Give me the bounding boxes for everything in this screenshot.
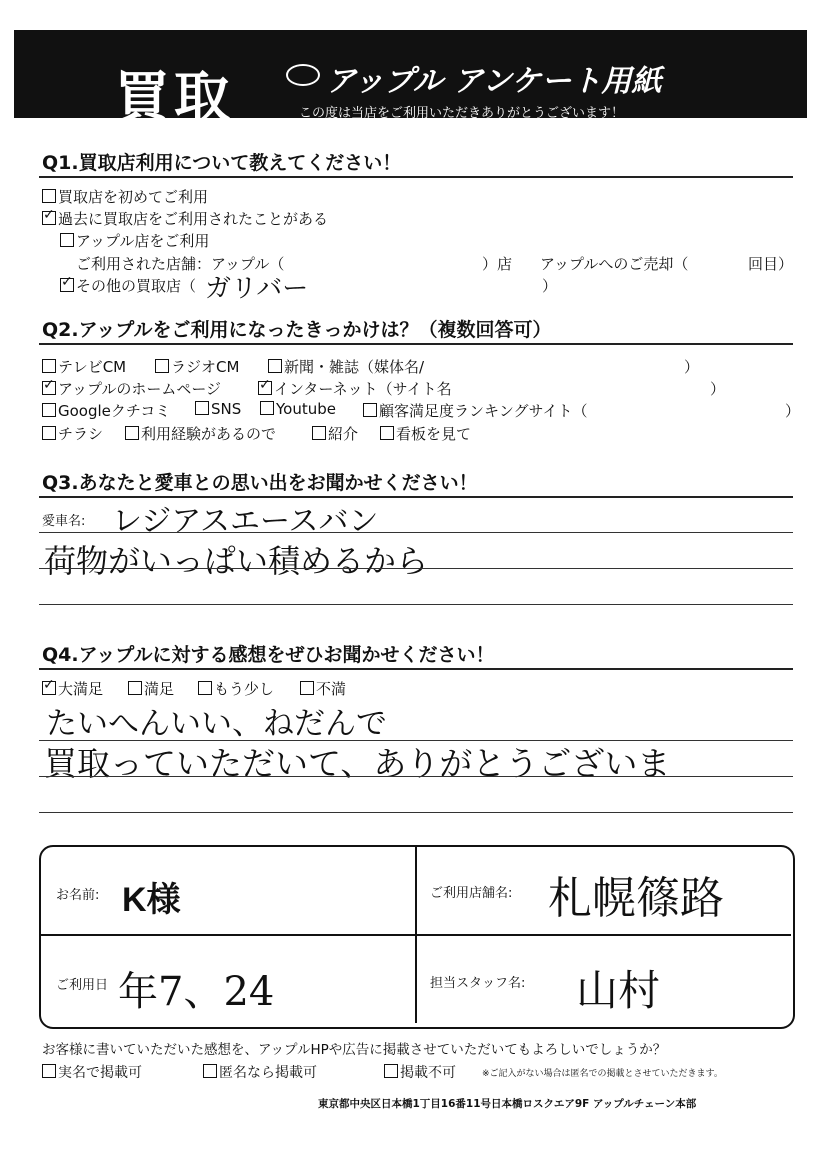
q1-store-suffix: ）店 [482,255,513,273]
q2-option-experience[interactable]: 利用経験があるので [125,423,276,444]
q4-option-very[interactable]: ✓大満足 [42,678,103,699]
q2-option-intro[interactable]: 紹介 [312,423,358,444]
q2-option-tv[interactable]: テレビCM [42,356,126,377]
consent-note: ※ご記入がない場合は匿名での掲載とさせていただきます。 [482,1069,723,1079]
q2-option-paper[interactable]: 新聞・雑誌（媒体名/ [268,356,424,377]
store-label: ご利用店舗名: [430,886,513,901]
q1-store-prefix: ご利用された店舗：アップル（ [76,255,285,273]
q1-rule [39,176,793,178]
date-label: ご利用日 [56,978,109,993]
q3-title: Q3.あなたと愛車との思い出をお聞かせください！ [42,472,478,494]
q2-title: Q2.アップルをご利用になったきっかけは？（複数回答可） [42,319,552,341]
header-content [14,30,807,131]
checkbox-icon[interactable] [125,426,139,440]
customer-name: K様 [122,881,181,919]
q1-sale-count-prefix: アップルへのご売却（ [540,255,689,273]
checkbox-icon[interactable] [380,426,394,440]
q2-option-radio[interactable]: ラジオCM [155,356,239,377]
q1-option-first[interactable]: 買取店を初めてご利用 [42,186,208,207]
checked-checkbox-icon[interactable] [258,381,272,395]
name-label: お名前: [56,888,100,903]
consent-question: お客様に書いていただいた感想を、アップルHPや広告に掲載させていただいてもよろしいでしょうか？ [42,1042,667,1058]
checkbox-icon[interactable] [312,426,326,440]
q1-title: Q1.買取店利用について教えてください！ [42,152,402,174]
q2-option-sign[interactable]: 看板を見て [380,423,471,444]
car-name-label: 愛車名: [42,514,86,529]
checked-checkbox-icon[interactable] [42,681,56,695]
checkbox-icon[interactable] [363,403,377,417]
brand-title: アップル アンケート用紙 [326,64,662,99]
info-box-divider-h [41,934,791,936]
memory-handwritten: 荷物がいっぱい積めるから [44,542,429,580]
q2-option-internet[interactable]: ✓ インターネット（サイト名 [258,378,452,399]
comment-handwritten-2: 買取っていただいて、ありがとうございま [44,744,671,783]
checked-checkbox-icon[interactable] [60,278,74,292]
q2-option-youtube[interactable]: Youtube [260,400,336,418]
q3-line-1 [39,532,793,533]
q2-option-sns[interactable]: SNS [195,400,241,418]
checked-checkbox-icon[interactable] [42,211,56,225]
q3-line-2 [39,568,793,569]
q3-line-3 [39,604,793,605]
greeting-text: この度は当店をご利用いただきありがとうございます！ [299,106,625,121]
checkbox-icon[interactable] [42,403,56,417]
checkbox-icon[interactable] [42,189,56,203]
q2-paper-close: ） [684,358,700,376]
q4-option-unsatisfied[interactable]: 不満 [300,678,346,699]
date-handwritten: 年7、24 [118,969,275,1015]
kaitori-title: 買取 [114,66,234,131]
checkbox-icon[interactable] [260,401,274,415]
checkbox-icon[interactable] [195,401,209,415]
staff-handwritten: 山村 [576,966,661,1015]
checkbox-icon[interactable] [155,359,169,373]
q1-other-close: ） [542,277,558,295]
checkbox-icon[interactable] [384,1064,398,1078]
q2-option-flyer[interactable]: チラシ [42,423,103,444]
checkbox-icon[interactable] [128,681,142,695]
q1-other-handwritten: ガリバー [205,274,309,304]
consent-no-publish[interactable]: 掲載不可 [384,1062,456,1082]
q4-option-satisfied[interactable]: 満足 [128,678,174,699]
footer-address: 東京都中央区日本橋1丁目16番11号日本橋ロスクエア9F アップルチェーン本部 [318,1098,697,1110]
q2-option-homepage[interactable]: ✓アップルのホームページ [42,378,221,399]
q2-rule [39,343,793,345]
q2-option-ranking[interactable]: 顧客満足度ランキングサイト（ [363,400,588,421]
checkbox-icon[interactable] [60,233,74,247]
comment-handwritten-1: たいへんいい、ねだんで [46,706,387,742]
checkbox-icon[interactable] [203,1064,217,1078]
q4-line-2 [39,776,793,777]
checkbox-icon[interactable] [268,359,282,373]
checkbox-icon[interactable] [42,1064,56,1078]
staff-label: 担当スタッフ名: [430,976,526,991]
checkbox-icon[interactable] [198,681,212,695]
q2-ranking-close: ） [785,402,801,420]
car-name-handwritten: レジアスエースバン [112,504,379,539]
apple-logo-icon [286,64,320,86]
q1-sale-count-suffix: 回目） [748,255,794,273]
consent-anonymous[interactable]: 匿名なら掲載可 [203,1062,317,1082]
q2-internet-close: ） [710,380,726,398]
q1-option-other[interactable]: ✓その他の買取店（ [60,275,196,296]
consent-real-name[interactable]: 実名で掲載可 [42,1062,142,1082]
checkbox-icon[interactable] [42,359,56,373]
store-handwritten: 札幌篠路 [548,873,724,924]
q4-option-little[interactable]: もう少し [198,678,274,699]
q1-option-apple[interactable]: アップル店をご利用 [60,230,209,251]
checkbox-icon[interactable] [42,426,56,440]
checked-checkbox-icon[interactable] [42,381,56,395]
q1-option-past[interactable]: ✓過去に買取店をご利用されたことがある [42,208,328,229]
q4-rule [39,668,793,670]
q4-title: Q4.アップルに対する感想をぜひお聞かせください！ [42,644,495,666]
q4-line-3 [39,812,793,813]
q2-option-google[interactable]: Googleクチコミ [42,400,170,421]
checkbox-icon[interactable] [300,681,314,695]
